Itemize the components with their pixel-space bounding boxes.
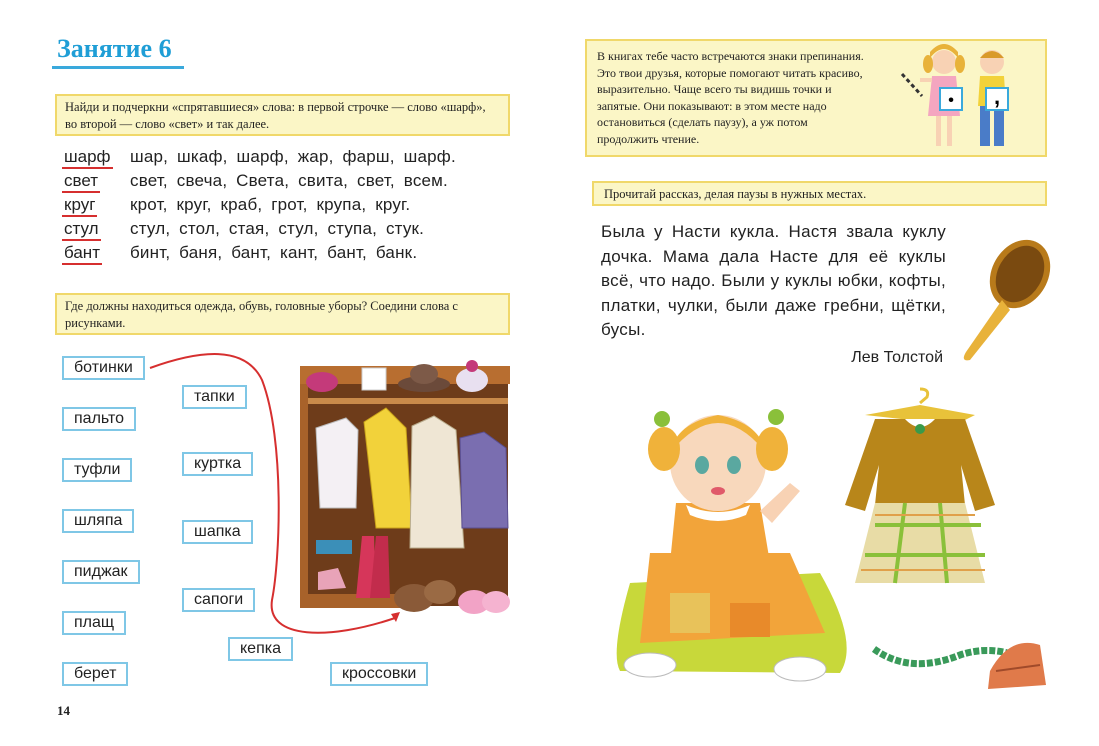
label-palto[interactable]: пальто <box>62 407 136 431</box>
beads-comb-illustration <box>870 615 1050 695</box>
dress-illustration <box>835 385 1005 585</box>
target-word: круг <box>64 195 95 215</box>
label-botinki[interactable]: ботинки <box>62 356 145 380</box>
target-word: шарф <box>64 147 111 167</box>
label-shapka[interactable]: шапка <box>182 520 253 544</box>
label-beret[interactable]: берет <box>62 662 128 686</box>
task1-instruction: Найди и подчеркни «спрятавшиеся» слова: в первой строчке — слово «шарф», во второй — слово «свет» и так далее. <box>55 94 510 136</box>
story-author: Лев Толстой <box>851 349 943 366</box>
story-text: Была у Насти кукла. Настя звала куклу дочка. Мама дала Насте для её куклы всё, что надо. Были у куклы юбки, кофты, платки, чулки, были даже гребни, щётки, бусы. <box>601 222 946 339</box>
comma-sign: , <box>993 84 1001 109</box>
word-options[interactable]: стул, стол, стая, стул, ступа, стук. <box>130 219 425 238</box>
task2-instruction: Где должны находиться одежда, обувь, головные уборы? Соедини слова с рисунками. <box>55 293 510 335</box>
title-underline <box>52 66 184 69</box>
hairbrush-illustration <box>952 228 1062 368</box>
lesson-title: Занятие 6 <box>57 34 172 63</box>
label-krossovki[interactable]: кроссовки <box>330 662 428 686</box>
target-word: свет <box>64 171 98 191</box>
kids-illustration <box>900 40 1030 156</box>
word-options[interactable]: свет, свеча, Света, свита, свет, всем. <box>130 171 448 190</box>
label-pidzhak[interactable]: пиджак <box>62 560 140 584</box>
wardrobe-illustration[interactable] <box>294 358 524 628</box>
info-text: В книгах тебе часто встречаются знаки препинания. Это твои друзья, которые помогают читать красиво, выразительно. Чаще всего ты видишь точки и запятые. Они показывают: в этом месте надо остановиться (сделать паузу), а уж потом продолжить чтение. <box>597 49 864 146</box>
label-sapogi[interactable]: сапоги <box>182 588 255 612</box>
label-kurtka[interactable]: куртка <box>182 452 253 476</box>
label-kepka[interactable]: кепка <box>228 637 293 661</box>
label-tapki[interactable]: тапки <box>182 385 247 409</box>
target-word: стул <box>64 219 99 239</box>
task3-instruction: Прочитай рассказ, делая паузы в нужных местах. <box>592 181 1047 206</box>
label-tufli[interactable]: туфли <box>62 458 132 482</box>
dot-sign: • <box>948 92 954 109</box>
word-options[interactable]: шар, шкаф, шарф, жар, фарш, шарф. <box>130 147 456 166</box>
target-word: бант <box>64 243 100 263</box>
label-shlyapa[interactable]: шляпа <box>62 509 134 533</box>
label-plashch[interactable]: плащ <box>62 611 126 635</box>
page-number: 14 <box>57 703 70 718</box>
word-options[interactable]: бинт, баня, бант, кант, бант, банк. <box>130 243 418 262</box>
word-options[interactable]: крот, круг, краб, грот, крупа, круг. <box>130 195 411 214</box>
